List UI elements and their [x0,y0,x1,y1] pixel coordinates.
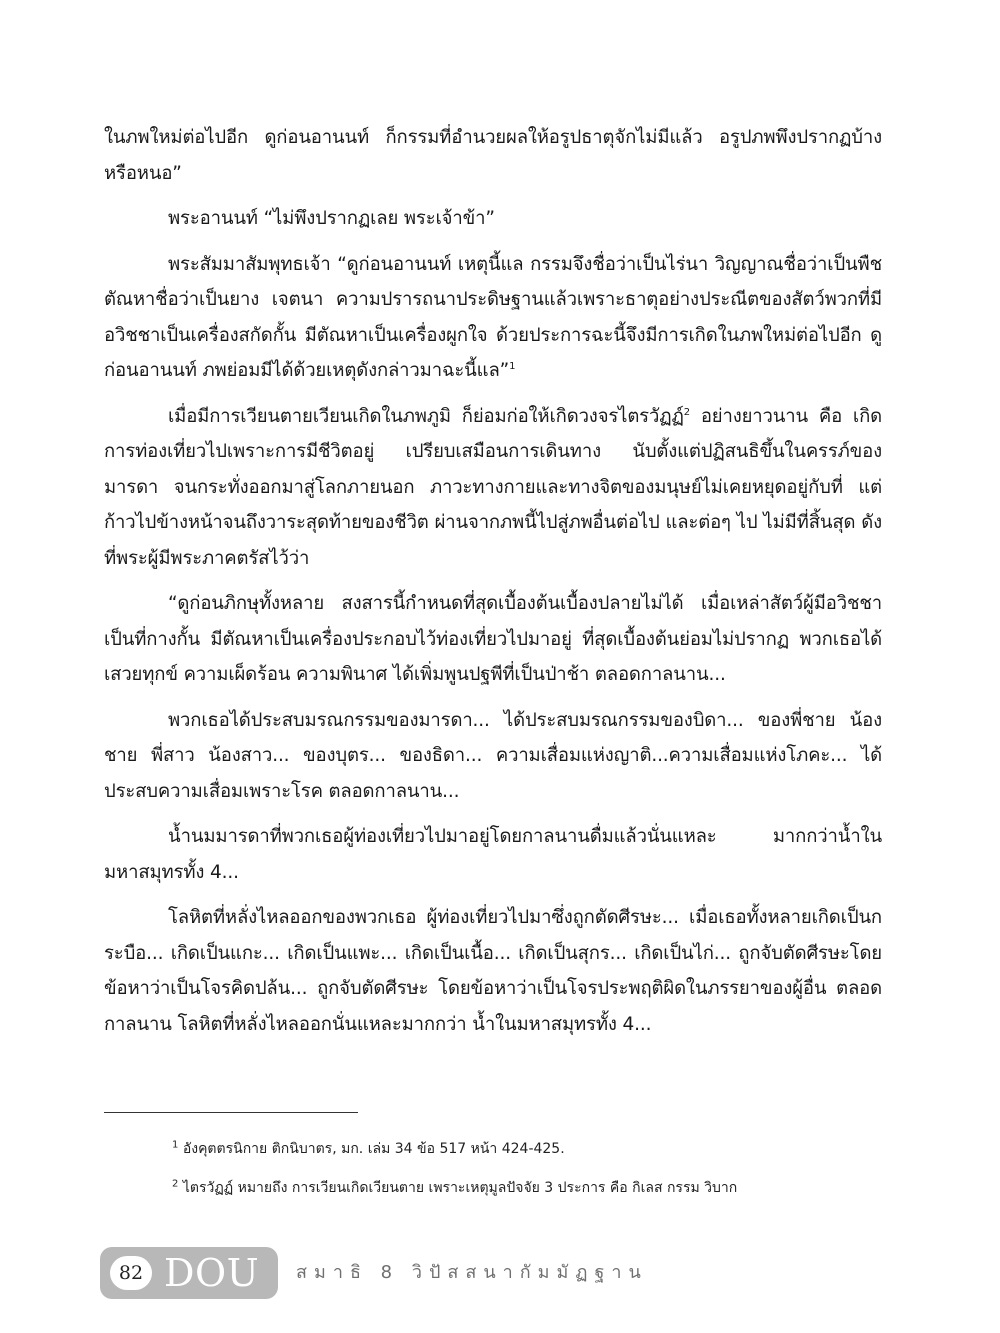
paragraph-3 [104,247,882,389]
paragraph-text: พวกเธอได้ประสบมรณกรรมของมารดา... ได้ประสบมรณกรรมของบิดา... ของพี่ชาย น้องชาย พี่สาว น้องสาว... ของบุตร... ของธิดา... ความเสื่อมแห่งญาติ...ความเสื่อมแห่งโภคะ... ได้ประสบความเสื่อมเพราะโรค ตลอดกาลนาน... [104,709,882,802]
paragraph-7 [104,819,882,890]
paragraph-text: เมื่อมีการเวียนตายเวียนเกิดในภพภูมิ ก็ย่อมก่อให้เกิดวงจรไตรวัฏฏ์ [168,405,684,427]
dou-logo: DOU [164,1251,260,1295]
paragraph-text: “ดูก่อนภิกษุทั้งหลาย สงสารนี้กำหนดที่สุดเบื้องต้นเบื้องปลายไม่ได้ เมื่อเหล่าสัตว์ผู้มีอวิชชาเป็นที่กางกั้น มีตัณหาเป็นเครื่องประกอบไว้ท่องเที่ยวไปมาอยู่ ที่สุดเบื้องต้นย่อมไม่ปรากฏ พวกเธอได้เสวยทุกข์ ความเผ็ดร้อน ความพินาศ ได้เพิ่มพูนปฐพีที่เป็นป่าช้า ตลอดกาลนาน... [104,593,882,685]
paragraph-text: พระอานนท์ “ไม่พึงปรากฏเลย พระเจ้าข้า” [168,208,495,229]
paragraph-2 [104,201,882,237]
paragraph-text: น้ำนมมารดาที่พวกเธอผู้ท่องเที่ยวไปมาอยู่โดยกาลนานดื่มแล้วนั่นแหละ มากกว่าน้ำในมหาสมุทรทั้ง 4... [104,826,882,883]
footnote-number: 2 [172,1178,179,1190]
paragraph-5 [104,586,882,693]
body-text [104,120,882,1052]
footnote-ref-1[interactable]: 1 [509,360,516,372]
paragraph-8 [104,900,882,1042]
paragraph-4 [104,399,882,577]
paragraph-1 [104,120,882,191]
paragraph-6 [104,703,882,810]
footnote-2 [172,1177,872,1199]
page-number: 82 [110,1256,152,1290]
footnote-number: 1 [172,1139,179,1151]
page-footer [100,1247,920,1299]
footnote-text: ไตรวัฏฏ์ หมายถึง การเวียนเกิดเวียนตาย เพราะเหตุมูลปัจจัย 3 ประการ คือ กิเลส กรรม วิบาก [178,1180,738,1196]
footnotes [172,1138,872,1216]
footer-badge [100,1247,278,1299]
footnote-ref-2[interactable]: 2 [683,406,690,418]
paragraph-text: อย่างยาวนาน คือ เกิดการท่องเที่ยวไปเพราะการมีชีวิตอยู่ เปรียบเสมือนการเดินทาง นับตั้งแต่ปฏิสนธิขึ้นในครรภ์ของมารดา จนกระทั่งออกมาสู่โลกภายนอก ภาวะทางกายและทางจิตของมนุษย์ไม่เคยหยุดอยู่กับที่ แต่ก้าวไปข้างหน้าจนถึงวาระสุดท้ายของชีวิต ผ่านจากภพนี้ไปสู่ภพอื่นต่อไป และต่อๆ ไป ไม่มีที่สิ้นสุด ดังที่พระผู้มีพระภาคตรัสไว้ว่า [104,405,883,569]
footnote-1 [172,1138,872,1160]
paragraph-text: โลหิตที่หลั่งไหลออกของพวกเธอ ผู้ท่องเที่ยวไปมาซึ่งถูกตัดศีรษะ... เมื่อเธอทั้งหลายเกิดเป็นกระบือ... เกิดเป็นแกะ... เกิดเป็นแพะ... เกิดเป็นเนื้อ... เกิดเป็นสุกร... เกิดเป็นไก่... ถูกจับตัดศีรษะโดยข้อหาว่าเป็นโจรคิดปล้น... ถูกจับตัดศีรษะ โดยข้อหาว่าเป็นโจรประพฤติผิดในภรรยาของผู้อื่น ตลอดกาลนาน โลหิตที่หลั่งไหลออกนั่นแหละมากกว่า น้ำในมหาสมุทรทั้ง 4... [104,907,882,1035]
paragraph-text: พระสัมมาสัมพุทธเจ้า “ดูก่อนอานนท์ เหตุนี้แล กรรมจึงชื่อว่าเป็นไร่นา วิญญาณชื่อว่าเป็นพืช ตัณหาชื่อว่าเป็นยาง เจตนา ความปรารถนาประดิษฐานแล้วเพราะธาตุอย่างประณีตของสัตว์พวกที่มีอวิชชาเป็นเครื่องสกัดกั้น มีตัณหาเป็นเครื่องผูกใจ ด้วยประการฉะนี้จึงมีการเกิดในภพใหม่ต่อไปอีก ดูก่อนอานนท์ ภพย่อมมีได้ด้วยเหตุดังกล่าวมาฉะนี้แล” [104,253,882,381]
paragraph-text: ในภพใหม่ต่อไปอีก ดูก่อนอานนท์ ก็กรรมที่อำนวยผลให้อรูปธาตุจักไม่มีแล้ว อรูปภพพึงปรากฏบ้างหรือหนอ” [104,127,882,184]
footnote-divider [104,1112,358,1113]
footnote-text: อังคุตตรนิกาย ติกนิบาตร, มก. เล่ม 34 ข้อ 517 หน้า 424-425. [178,1141,565,1157]
book-title: สมาธิ 8 วิปัสสนากัมมัฏฐาน [296,1262,648,1283]
